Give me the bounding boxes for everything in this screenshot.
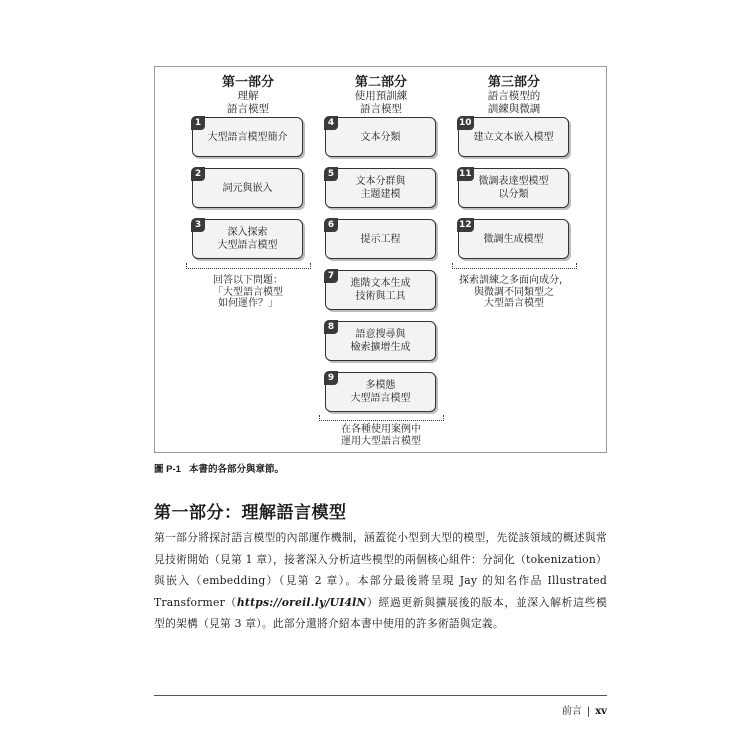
part-1-title: 第一部分 bbox=[221, 75, 274, 90]
footer-separator: | bbox=[586, 706, 591, 717]
part-3-note: 探索訓練之多面向成分， 與微調不同類型之 大型語言模型 bbox=[459, 275, 569, 309]
part-3-subtitle-line2: 訓練與微調 bbox=[487, 103, 541, 115]
body-paragraph bbox=[154, 527, 607, 635]
chapter-9-box bbox=[325, 372, 436, 412]
chapter-label: 微調表達型模型 以分類 bbox=[478, 176, 549, 200]
chapter-number-badge: 4 bbox=[324, 116, 338, 130]
part-2-bracket bbox=[319, 415, 444, 421]
chapter-label: 語意搜尋與 檢索擴增生成 bbox=[350, 329, 411, 353]
chapter-number-badge: 5 bbox=[324, 167, 338, 181]
part-1-subtitle-line1: 理解 bbox=[237, 90, 259, 102]
chapter-5-box bbox=[325, 168, 436, 208]
chapter-12-box bbox=[458, 219, 569, 259]
chapter-number-badge: 7 bbox=[324, 269, 338, 283]
chapter-number-badge: 11 bbox=[459, 169, 472, 179]
figure-caption-text: 本書的各部分與章節。 bbox=[188, 464, 284, 475]
section-heading: 第一部分：理解語言模型 bbox=[154, 503, 347, 523]
chapter-11-box bbox=[458, 168, 569, 208]
chapter-number-badge: 6 bbox=[324, 218, 338, 232]
chapter-1-box bbox=[192, 117, 303, 157]
part-1-note: 回答以下問題： 「大型語言模型 如何運作？」 bbox=[213, 275, 283, 309]
chapter-6-box bbox=[325, 219, 436, 259]
chapter-7-box bbox=[325, 270, 436, 310]
chapter-10-box bbox=[458, 117, 569, 157]
part-3-title: 第三部分 bbox=[487, 75, 540, 90]
chapter-label: 文本分類 bbox=[360, 131, 401, 143]
chapter-number-badge: 2 bbox=[191, 167, 205, 181]
chapter-number-badge: 1 bbox=[191, 116, 205, 130]
chapter-number-badge: 9 bbox=[324, 371, 338, 385]
chapter-3-box bbox=[192, 219, 303, 259]
part-3-header bbox=[439, 75, 589, 116]
part-1-subtitle-line2: 語言模型 bbox=[227, 103, 269, 115]
part-3-subtitle-line1: 語言模型的 bbox=[487, 90, 541, 102]
chapter-2-box bbox=[192, 168, 303, 208]
footer-section-name: 前言 bbox=[561, 706, 582, 717]
chapter-label: 大型語言模型簡介 bbox=[207, 131, 288, 143]
part-2-subtitle-line1: 使用預訓練 bbox=[354, 90, 408, 102]
body-text-part2: ）經過更新與擴展後的版本，並深入解析這些模型的架構（見第 3 章）。此部分還將介紹本書中使用的許多術語與定義。 bbox=[154, 595, 607, 630]
illustrated-transformer-link[interactable]: https://oreil.ly/UI4lN bbox=[236, 595, 367, 609]
part-1-header bbox=[173, 75, 323, 116]
part-1-bracket bbox=[186, 263, 311, 269]
chapter-label: 多模態 大型語言模型 bbox=[350, 380, 411, 404]
figure-number: 圖 P-1 bbox=[154, 464, 181, 475]
chapter-label: 深入探索 大型語言模型 bbox=[217, 227, 278, 251]
chapter-label: 建立文本嵌入模型 bbox=[473, 131, 554, 143]
chapter-label: 文本分群與 主題建模 bbox=[355, 176, 406, 200]
chapter-4-box bbox=[325, 117, 436, 157]
chapter-label: 詞元與嵌入 bbox=[222, 182, 273, 194]
part-2-note: 在各種使用案例中 運用大型語言模型 bbox=[341, 424, 421, 447]
page-number: xv bbox=[595, 706, 607, 717]
figure-caption bbox=[154, 461, 284, 475]
chapter-label: 提示工程 bbox=[360, 233, 401, 245]
footer-rule bbox=[154, 695, 607, 696]
part-3-bracket bbox=[452, 263, 577, 269]
part-2-header bbox=[306, 75, 456, 116]
part-2-title: 第二部分 bbox=[354, 75, 407, 90]
chapter-label: 進階文本生成 技術與工具 bbox=[350, 278, 411, 302]
chapter-number-badge: 8 bbox=[324, 320, 338, 334]
chapter-number-badge: 12 bbox=[459, 220, 472, 230]
chapter-number-badge: 3 bbox=[191, 218, 205, 232]
parts-chapters-figure bbox=[154, 66, 607, 453]
body-text-part1: 第一部分將探討語言模型的內部運作機制，涵蓋從小型到大型的模型，先從該領域的概述與常見技術開始（見第 1 章），接著深入分析這些模型的兩個核心組件：分詞化（tokenization）與嵌入（embedding）（見第 2 章）。本部分最後將呈現 Jay 的知名作品 Illustrated Transformer（ bbox=[154, 531, 607, 609]
chapter-number-badge: 10 bbox=[459, 118, 472, 128]
chapter-label: 微調生成模型 bbox=[483, 233, 544, 245]
part-2-subtitle-line2: 語言模型 bbox=[360, 103, 402, 115]
chapter-8-box bbox=[325, 321, 436, 361]
page-footer bbox=[562, 702, 607, 717]
